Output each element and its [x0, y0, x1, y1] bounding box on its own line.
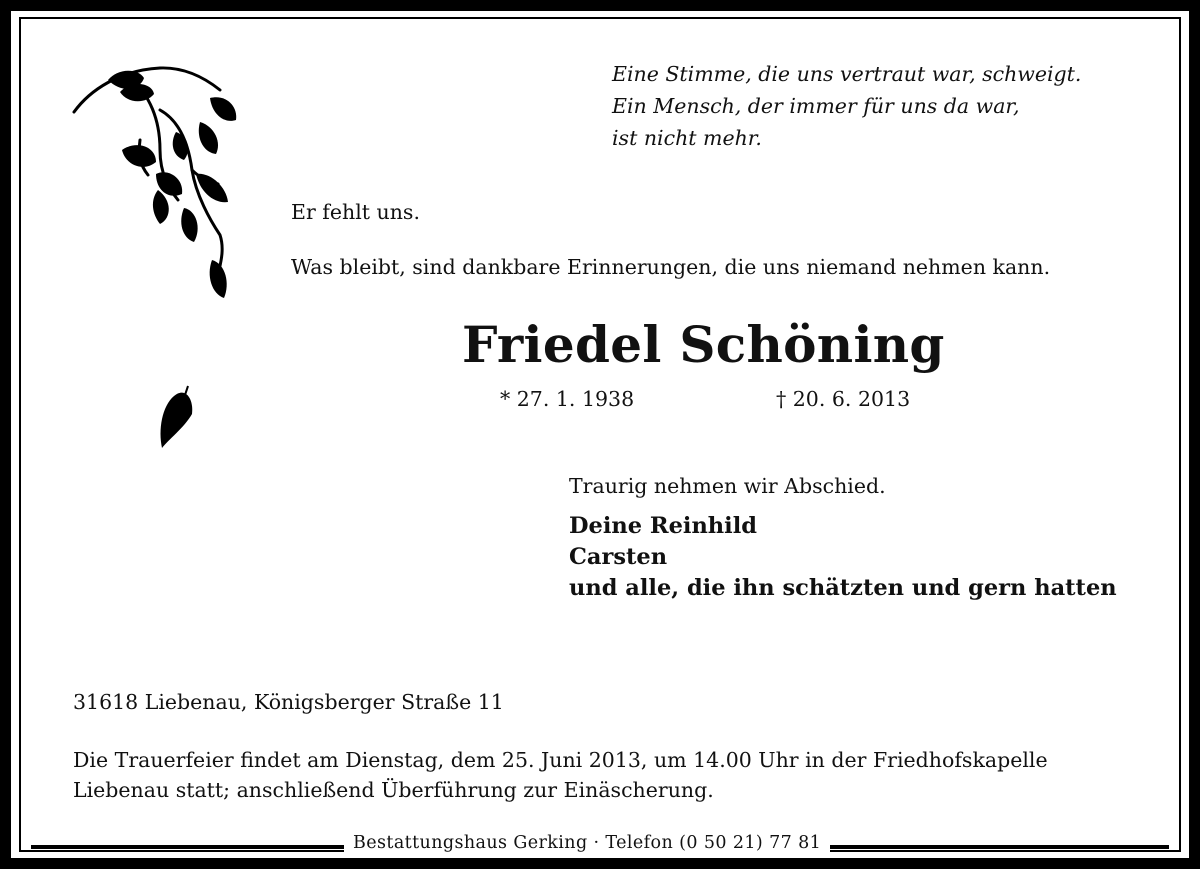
ceremony-notice	[73, 745, 1048, 805]
address: 31618 Liebenau, Königsberger Straße 11	[73, 690, 504, 714]
motto-line: Ein Mensch, der immer für uns da war,	[612, 94, 1020, 118]
birth-date: * 27. 1. 1938	[500, 387, 635, 411]
funeral-home-footer: Bestattungshaus Gerking · Telefon (0 50 21) 77 81	[344, 833, 830, 853]
motto-verse	[612, 58, 1081, 154]
intro-line: Was bleibt, sind dankbare Erinnerungen, die uns niemand nehmen kann.	[291, 255, 1051, 279]
ceremony-line: Die Trauerfeier findet am Dienstag, dem 25. Juni 2013, um 14.00 Uhr in der Friedhofskapelle	[73, 748, 1048, 772]
mourner-line: Deine Reinhild	[569, 513, 757, 539]
birch-branch-icon	[60, 50, 260, 460]
motto-line: Eine Stimme, die uns vertraut war, schweigt.	[612, 62, 1082, 86]
intro-line: Er fehlt uns.	[291, 200, 420, 224]
ceremony-line: Liebenau statt; anschließend Überführung zur Einäscherung.	[73, 778, 714, 802]
deceased-name: Friedel Schöning	[462, 315, 945, 374]
mourner-line: Carsten	[569, 544, 668, 570]
mourner-line: und alle, die ihn schätzten und gern hatten	[569, 575, 1117, 601]
farewell-text: Traurig nehmen wir Abschied.	[569, 474, 886, 498]
motto-line: ist nicht mehr.	[612, 126, 762, 150]
mourners-list	[569, 511, 1117, 604]
death-date: † 20. 6. 2013	[776, 387, 911, 411]
